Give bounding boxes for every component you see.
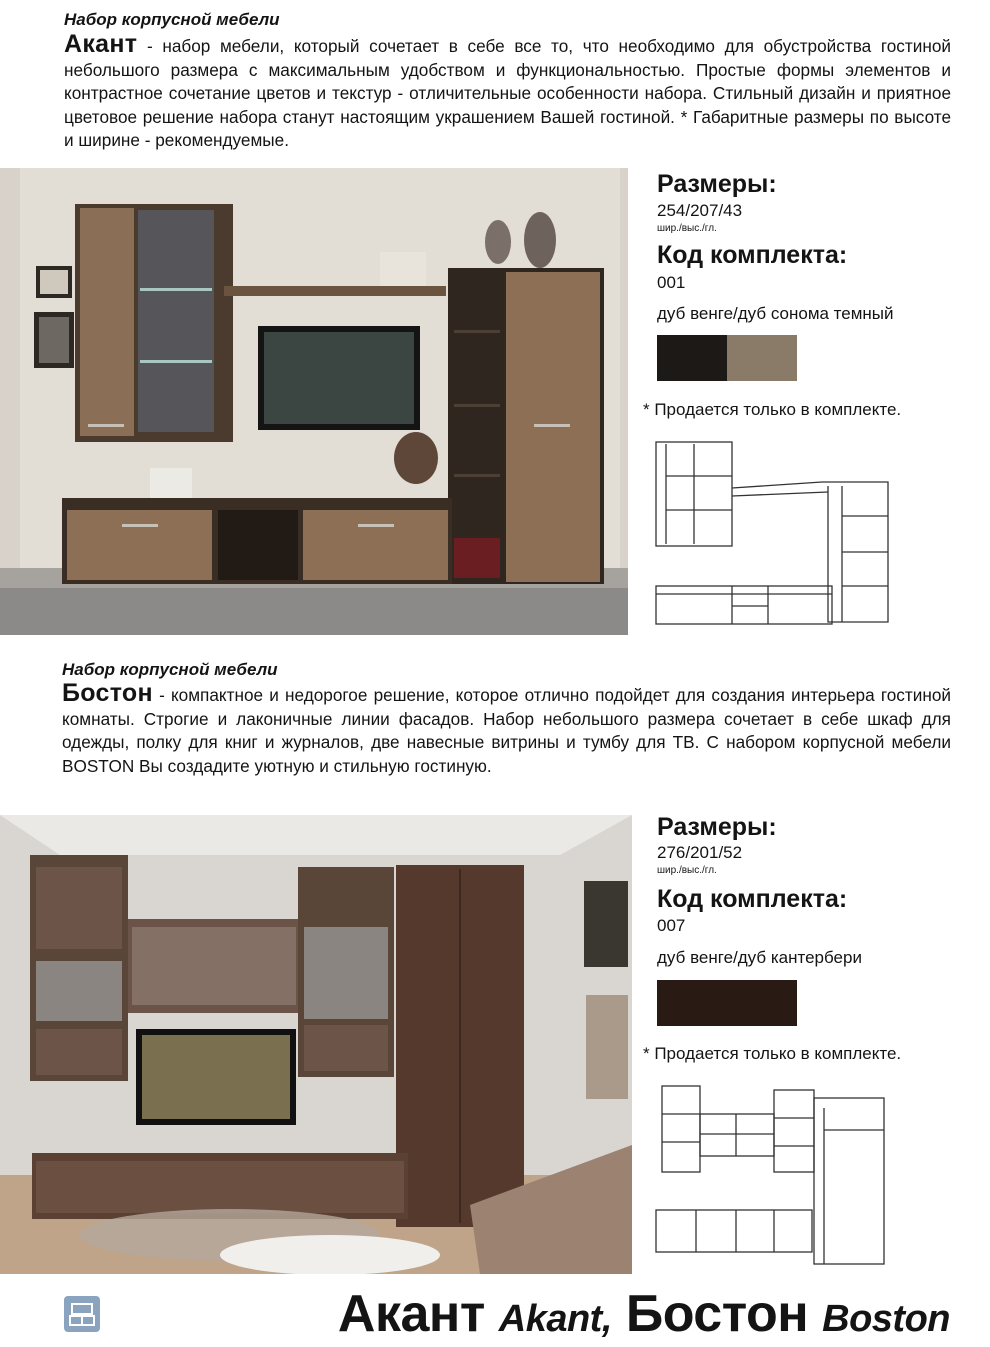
boston-code-label: Код комплекта: <box>657 885 848 913</box>
akant-subtitle: Набор корпусной мебели <box>64 10 280 29</box>
title-akant-lat: Akant, <box>498 1298 612 1340</box>
furniture-icon <box>64 1296 100 1332</box>
boston-sizes-value: 276/201/52 <box>657 843 743 862</box>
boston-name: Бостон <box>62 679 153 707</box>
title-akant-ru: Акант <box>337 1285 485 1343</box>
boston-sizes-label: Размеры: <box>657 813 777 841</box>
akant-sizes-value: 254/207/43 <box>657 201 743 220</box>
akant-photo <box>0 168 628 635</box>
boston-description-block <box>62 679 951 778</box>
akant-swatch-wenge <box>657 335 727 381</box>
boston-colors-label: дуб венге/дуб кантербери <box>657 948 862 967</box>
akant-sizes-unit: шир./выс./гл. <box>657 223 717 234</box>
akant-description: - набор мебели, который сочетает в себе все то, что необходимо для обустройства гостиной небольшого размера с максимальным удобством и функциональностью. Простые формы элементов и контрастное сочетание цветов и текстур - отличительные особенности набора. Стильный дизайн и приятное цветовое решение набора станут настоящим украшением Вашей гостиной. * Габаритные размеры по высоте и ширине - рекомендуемые. <box>64 36 951 151</box>
boston-subtitle: Набор корпусной мебели <box>62 660 278 679</box>
akant-swatch-sonoma <box>727 335 797 381</box>
akant-description-block <box>64 30 951 153</box>
boston-drawing <box>652 1080 890 1270</box>
akant-name: Акант <box>64 30 138 58</box>
boston-photo <box>0 815 632 1274</box>
akant-code-label: Код комплекта: <box>657 241 848 269</box>
boston-swatch-wenge <box>657 980 797 1026</box>
akant-note: * Продается только в комплекте. <box>643 400 902 419</box>
boston-code-value: 007 <box>657 916 686 935</box>
akant-colors-label: дуб венге/дуб сонома темный <box>657 304 894 323</box>
boston-description: - компактное и недорогое решение, которое отлично подойдет для создания интерьера гостиной комнаты. Строгие и лаконичные линии фасадов. Набор небольшого размера сочетает в себе шкаф для одежды, полку для книг и журналов, две навесные витрины и тумбу для ТВ. С набором корпусной мебели BOSTON Вы создадите уютную и стильную гостиную. <box>62 685 951 776</box>
title-boston-ru: Бостон <box>625 1285 809 1343</box>
page-title <box>338 1284 950 1344</box>
akant-sizes-label: Размеры: <box>657 170 777 198</box>
akant-code-value: 001 <box>657 273 686 292</box>
boston-sizes-unit: шир./выс./гл. <box>657 865 717 876</box>
akant-drawing <box>652 436 890 636</box>
title-boston-lat: Boston <box>822 1298 950 1340</box>
boston-note: * Продается только в комплекте. <box>643 1044 902 1063</box>
